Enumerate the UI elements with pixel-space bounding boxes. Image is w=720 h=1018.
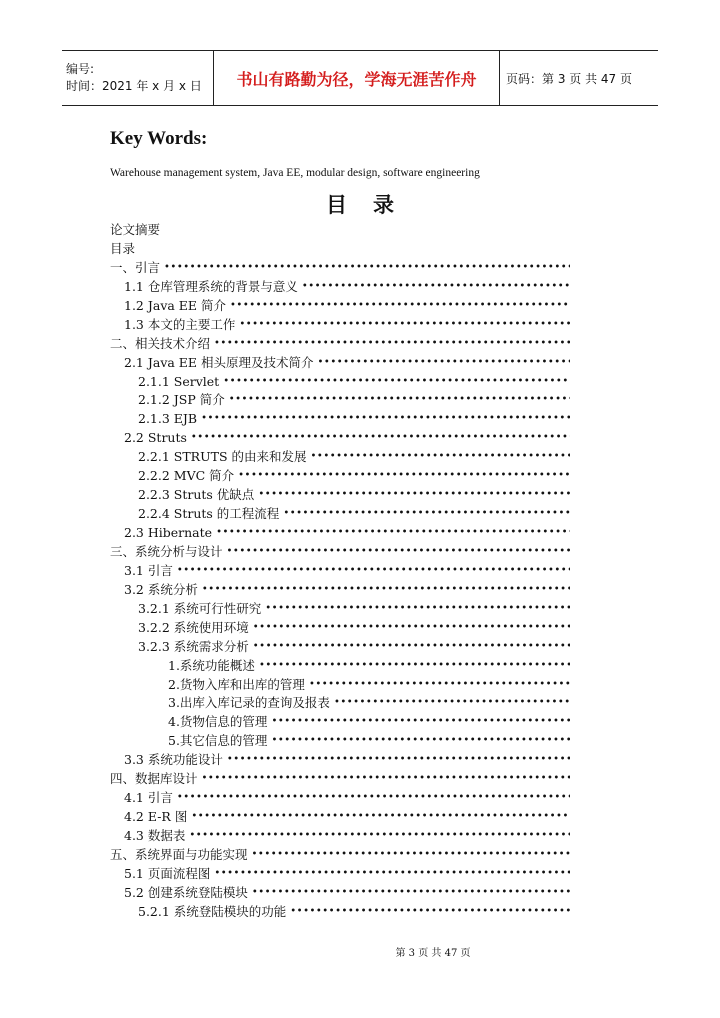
toc-entry[interactable] (110, 335, 570, 354)
toc-leader-dots (252, 884, 570, 903)
toc-leader-dots (334, 694, 570, 713)
toc-entry-label: 2.2.4 Struts 的工程流程 (138, 506, 280, 522)
toc-entry-label: 论文摘要 (110, 222, 161, 237)
toc-entry[interactable] (110, 581, 570, 600)
toc-entry[interactable] (110, 240, 570, 259)
toc-entry[interactable] (110, 278, 570, 297)
toc-entry-label: 4.2 E-R 图 (124, 809, 188, 825)
toc-leader-dots (177, 562, 570, 581)
toc-entry-label: 3.2.1 系统可行性研究 (138, 600, 262, 616)
toc-leader-dots (238, 467, 570, 486)
toc-entry[interactable] (110, 524, 570, 543)
toc-leader-dots (253, 638, 570, 657)
toc-entry-label: 2.1 Java EE 相头原理及技术简介 (124, 354, 314, 370)
header-motto: 书山有路勤为径，学海无涯苦作舟 (214, 51, 500, 105)
toc-entry[interactable] (110, 713, 570, 732)
toc-leader-dots (202, 770, 570, 789)
toc-entry-label: 1.2 Java EE 简介 (124, 297, 227, 313)
toc-leader-dots (191, 808, 570, 827)
toc-entry[interactable] (110, 638, 570, 657)
toc-leader-dots (283, 505, 570, 524)
toc-entry[interactable] (110, 884, 570, 903)
toc-leader-dots (239, 316, 570, 335)
toc-entry[interactable] (110, 751, 570, 770)
page-header (62, 50, 658, 106)
toc-leader-dots (227, 543, 570, 562)
keywords-text: Warehouse management system, Java EE, modular design, software engineering (110, 167, 480, 179)
toc-entry[interactable] (110, 354, 570, 373)
toc-entry-label: 3.出库入库记录的查询及报表 (168, 695, 330, 711)
toc-leader-dots (253, 619, 570, 638)
toc-entry[interactable] (110, 391, 570, 410)
toc-leader-dots (290, 903, 570, 922)
toc-entry[interactable] (110, 562, 570, 581)
toc-entry-label: 三、系统分析与设计 (110, 543, 223, 559)
toc-entry[interactable] (110, 410, 570, 429)
toc-entry-label: 2.1.1 Servlet (138, 373, 220, 389)
toc-entry-label: 3.1 引言 (124, 562, 173, 578)
toc-entry-label: 一、引言 (110, 259, 161, 275)
toc-entry-label: 4.3 数据表 (124, 828, 186, 843)
toc-entry[interactable] (110, 865, 570, 884)
toc-entry-label: 1.系统功能概述 (168, 657, 255, 673)
toc-entry-label: 2.2.2 MVC 简介 (138, 468, 235, 484)
toc-leader-dots (191, 429, 570, 448)
toc-entry-label: 2.货物入库和出库的管理 (168, 676, 305, 692)
toc-entry-label: 3.2 系统分析 (124, 581, 198, 597)
toc-entry[interactable] (110, 429, 570, 448)
toc-leader-dots (271, 732, 570, 751)
toc-leader-dots (265, 600, 570, 619)
header-time-label: 时间：2021 年 x 月 x 日 (66, 79, 202, 93)
toc-entry[interactable] (110, 486, 570, 505)
toc-entry[interactable] (110, 600, 570, 619)
toc-leader-dots (189, 827, 570, 846)
toc-entry[interactable] (110, 808, 570, 827)
toc-entry-label: 4.1 引言 (124, 790, 173, 806)
header-meta (62, 51, 214, 105)
toc-entry[interactable] (110, 297, 570, 316)
toc-entry[interactable] (110, 770, 570, 789)
toc-entry-label: 2.1.2 JSP 简介 (138, 392, 225, 408)
toc-entry[interactable] (110, 543, 570, 562)
toc-entry[interactable] (110, 259, 570, 278)
toc-entry[interactable] (110, 505, 570, 524)
toc-title: 目录 (326, 192, 420, 217)
toc-leader-dots (177, 789, 570, 808)
toc-entry[interactable] (110, 467, 570, 486)
toc-leader-dots (302, 278, 570, 297)
toc-leader-dots (214, 865, 570, 884)
toc-entry-label: 2.2 Struts (124, 430, 187, 446)
toc-entry-label: 四、数据库设计 (110, 771, 198, 787)
toc-entry-label: 5.1 页面流程图 (124, 865, 211, 881)
toc-entry-label: 2.3 Hibernate (124, 525, 213, 540)
toc-entry-label: 3.3 系统功能设计 (124, 752, 223, 768)
toc-entry[interactable] (110, 657, 570, 676)
toc-entry-label: 2.2.1 STRUTS 的由来和发展 (138, 449, 307, 465)
toc-entry[interactable] (110, 694, 570, 713)
header-number-label: 编号: (66, 62, 95, 76)
toc-entry-label: 4.货物信息的管理 (168, 714, 268, 730)
toc-leader-dots (258, 486, 570, 505)
toc-entry-label: 3.2.3 系统需求分析 (138, 638, 249, 654)
toc-leader-dots (227, 751, 570, 770)
toc-entry[interactable] (110, 846, 570, 865)
toc-entry[interactable] (110, 619, 570, 638)
toc-entry[interactable] (110, 903, 570, 922)
page-footer: 第 3 页 共 47 页 (395, 948, 471, 959)
toc-entry[interactable] (110, 316, 570, 335)
toc-leader-dots (318, 354, 570, 373)
toc-entry-label: 五、系统界面与功能实现 (110, 846, 248, 862)
toc-leader-dots (252, 846, 570, 865)
toc-entry[interactable] (110, 827, 570, 846)
toc-entry-label: 3.2.2 系统使用环境 (138, 619, 249, 635)
toc-entry-label: 2.2.3 Struts 优缺点 (138, 487, 255, 503)
toc-entry[interactable] (110, 676, 570, 695)
toc-leader-dots (201, 410, 570, 429)
toc-entry-label: 5.2 创建系统登陆模块 (124, 884, 248, 900)
toc-leader-dots (259, 657, 570, 676)
toc-leader-dots (164, 259, 570, 278)
toc-entry-label: 1.1 仓库管理系统的背景与意义 (124, 278, 298, 294)
toc-leader-dots (229, 391, 570, 410)
toc-entry[interactable] (110, 221, 570, 240)
toc-leader-dots (311, 448, 570, 467)
toc-entry-label: 5.其它信息的管理 (168, 733, 268, 749)
toc-leader-dots (216, 524, 570, 543)
toc-entry[interactable] (110, 373, 570, 392)
toc-leader-dots (223, 373, 570, 392)
toc-entry[interactable] (110, 448, 570, 467)
toc-entry[interactable] (110, 732, 570, 751)
toc-leader-dots (309, 676, 570, 695)
header-page-label: 页码：第 3 页 共 47 页 (506, 71, 632, 86)
toc-leader-dots (230, 297, 570, 316)
toc-entry-label: 二、相关技术介绍 (110, 335, 211, 351)
toc-entry-label: 2.1.3 EJB (138, 411, 198, 427)
toc-entry-label: 目录 (110, 240, 136, 256)
table-of-contents (110, 221, 570, 922)
toc-leader-dots (271, 713, 570, 732)
toc-entry-label: 5.2.1 系统登陆模块的功能 (138, 903, 287, 919)
keywords-title: Key Words: (110, 128, 208, 149)
toc-entry[interactable] (110, 789, 570, 808)
toc-leader-dots (202, 581, 570, 600)
toc-leader-dots (214, 335, 570, 354)
toc-entry-label: 1.3 本文的主要工作 (124, 316, 236, 332)
